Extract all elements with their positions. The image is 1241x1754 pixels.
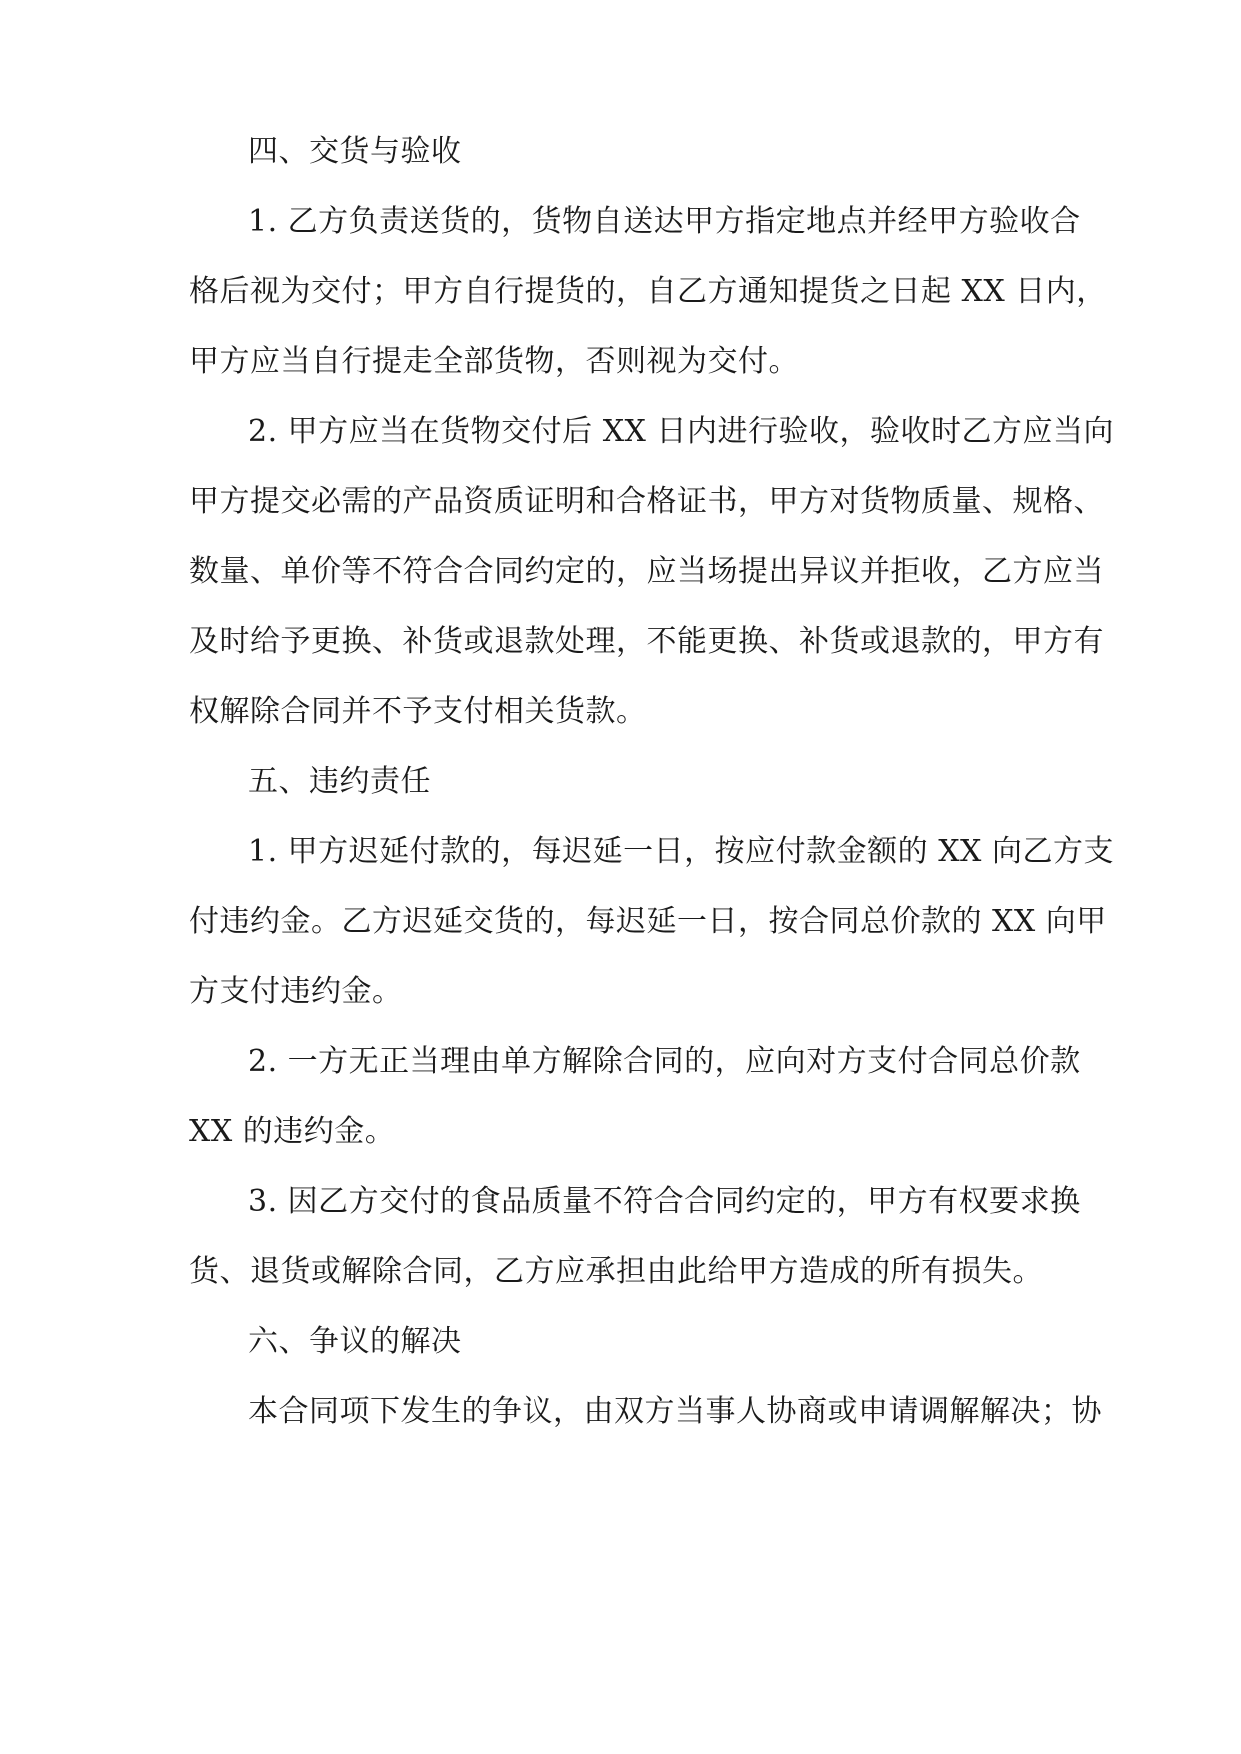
paragraph-line: 甲方应当自行提走全部货物，否则视为交付。 <box>189 344 799 379</box>
paragraph-line: 本合同项下发生的争议，由双方当事人协商或申请调解解决；协 <box>248 1394 1102 1429</box>
paragraph-line: 2. 一方无正当理由单方解除合同的，应向对方支付合同总价款 <box>248 1044 1081 1079</box>
section-heading-liability: 五、违约责任 <box>248 764 431 799</box>
paragraph-line: 数量、单价等不符合合同约定的，应当场提出异议并拒收，乙方应当 <box>189 554 1104 589</box>
section-heading-disputes: 六、争议的解决 <box>248 1324 462 1359</box>
paragraph-line: 1. 甲方迟延付款的，每迟延一日，按应付款金额的 XX 向乙方支 <box>248 834 1114 869</box>
paragraph-line: 付违约金。乙方迟延交货的，每迟延一日，按合同总价款的 XX 向甲 <box>189 904 1107 939</box>
paragraph-line: 货、退货或解除合同，乙方应承担由此给甲方造成的所有损失。 <box>189 1254 1043 1289</box>
paragraph-line: XX 的违约金。 <box>189 1114 396 1149</box>
paragraph-line: 甲方提交必需的产品资质证明和合格证书，甲方对货物质量、规格、 <box>189 484 1104 519</box>
paragraph-line: 格后视为交付；甲方自行提货的，自乙方通知提货之日起 XX 日内， <box>189 274 1107 309</box>
paragraph-line: 及时给予更换、补货或退款处理，不能更换、补货或退款的，甲方有 <box>189 624 1104 659</box>
paragraph-line: 方支付违约金。 <box>189 974 403 1009</box>
paragraph-line: 1. 乙方负责送货的，货物自送达甲方指定地点并经甲方验收合 <box>248 204 1081 239</box>
paragraph-line: 2. 甲方应当在货物交付后 XX 日内进行验收，验收时乙方应当向 <box>248 414 1114 449</box>
section-heading-delivery: 四、交货与验收 <box>248 134 462 169</box>
paragraph-line: 3. 因乙方交付的食品质量不符合合同约定的，甲方有权要求换 <box>248 1184 1081 1219</box>
paragraph-line: 权解除合同并不予支付相关货款。 <box>189 694 647 729</box>
